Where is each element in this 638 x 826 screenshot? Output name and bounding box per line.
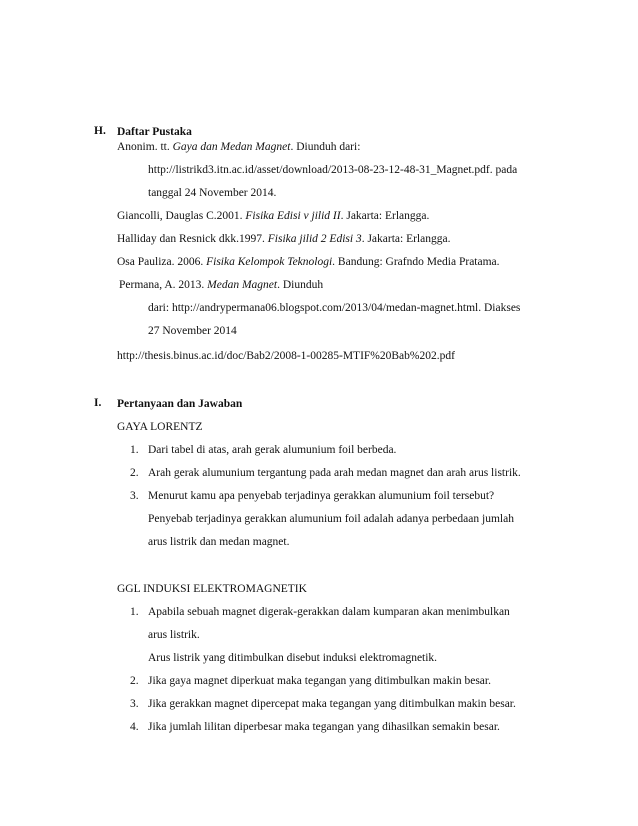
group-gaya-lorentz-title: GAYA LORENTZ xyxy=(117,421,203,433)
reference-5-rest: . Diunduh xyxy=(277,279,324,291)
list-item-text: Arah gerak alumunium tergantung pada arah medan magnet dan arah arus listrik. xyxy=(148,467,521,479)
list-item-text: Jika jumlah lilitan diperbesar maka tegangan yang dihasilkan semakin besar. xyxy=(148,721,500,733)
answer-line: arus listrik dan medan magnet. xyxy=(148,536,290,548)
reference-5 xyxy=(119,278,323,292)
section-h-heading: Daftar Pustaka xyxy=(117,126,192,138)
list-item-number: 1. xyxy=(130,444,139,456)
reference-4 xyxy=(117,255,500,269)
reference-1-title: Gaya dan Medan Magnet xyxy=(172,141,291,153)
reference-1-url: http://listrikd3.itn.ac.id/asset/download/2013-08-23-12-48-31_Magnet.pdf. pada xyxy=(148,164,518,176)
reference-3 xyxy=(117,232,450,246)
list-item xyxy=(130,720,500,734)
list-item-number: 2. xyxy=(130,675,139,687)
list-item-text: Apabila sebuah magnet digerak-gerakkan dalam kumparan akan menimbulkan xyxy=(148,606,510,618)
list-item-text: Jika gerakkan magnet dipercepat maka tegangan yang ditimbulkan makin besar. xyxy=(148,698,516,710)
reference-5-author: Permana, A. 2013. xyxy=(119,279,205,291)
section-i-heading: Pertanyaan dan Jawaban xyxy=(117,398,243,410)
section-i-letter: I. xyxy=(94,397,102,409)
reference-2 xyxy=(117,209,429,223)
group-ggl-induksi-title: GGL INDUKSI ELEKTROMAGNETIK xyxy=(117,583,307,595)
list-item-text: Dari tabel di atas, arah gerak alumunium foil berbeda. xyxy=(148,444,397,456)
list-item xyxy=(130,605,510,619)
list-item-continuation: arus listrik. xyxy=(148,629,200,641)
reference-6-url: http://thesis.binus.ac.id/doc/Bab2/2008-1-00285-MTIF%20Bab%202.pdf xyxy=(117,350,455,362)
list-item xyxy=(130,489,494,503)
list-item xyxy=(130,697,516,711)
list-item-number: 2. xyxy=(130,467,139,479)
list-item xyxy=(130,443,396,457)
reference-5-date: 27 November 2014 xyxy=(148,325,237,337)
reference-2-author: Giancolli, Dauglas C.2001. xyxy=(117,210,243,222)
reference-3-rest: . Jakarta: Erlangga. xyxy=(361,233,451,245)
reference-1 xyxy=(117,140,360,154)
answer-line: Arus listrik yang ditimbulkan disebut induksi elektromagnetik. xyxy=(148,652,438,664)
reference-3-author: Halliday dan Resnick dkk.1997. xyxy=(117,233,265,245)
list-item xyxy=(130,674,491,688)
reference-1-date: tanggal 24 November 2014. xyxy=(148,187,277,199)
list-item-number: 1. xyxy=(130,606,139,618)
reference-1-rest: . Diunduh dari: xyxy=(290,141,361,153)
section-h-letter: H. xyxy=(94,125,106,137)
list-item-number: 3. xyxy=(130,490,139,502)
reference-2-title: Fisika Edisi v jilid II xyxy=(245,210,341,222)
reference-5-title: Medan Magnet xyxy=(207,279,278,291)
reference-4-author: Osa Pauliza. 2006. xyxy=(117,256,204,268)
reference-4-rest: . Bandung: Grafndo Media Pratama. xyxy=(332,256,500,268)
answer-line: Penyebab terjadinya gerakkan alumunium foil adalah adanya perbedaan jumlah xyxy=(148,513,514,525)
list-item-text: Menurut kamu apa penyebab terjadinya gerakkan alumunium foil tersebut? xyxy=(148,490,495,502)
reference-4-title: Fisika Kelompok Teknologi xyxy=(206,256,333,268)
list-item-text: Jika gaya magnet diperkuat maka tegangan yang ditimbulkan makin besar. xyxy=(148,675,491,687)
reference-1-author: Anonim. tt. xyxy=(117,141,170,153)
reference-3-title: Fisika jilid 2 Edisi 3 xyxy=(267,233,362,245)
list-item-number: 4. xyxy=(130,721,139,733)
reference-5-url: dari: http://andrypermana06.blogspot.com/2013/04/medan-magnet.html. Diakses xyxy=(148,302,521,314)
list-item xyxy=(130,466,521,480)
list-item-number: 3. xyxy=(130,698,139,710)
reference-2-rest: . Jakarta: Erlangga. xyxy=(340,210,430,222)
